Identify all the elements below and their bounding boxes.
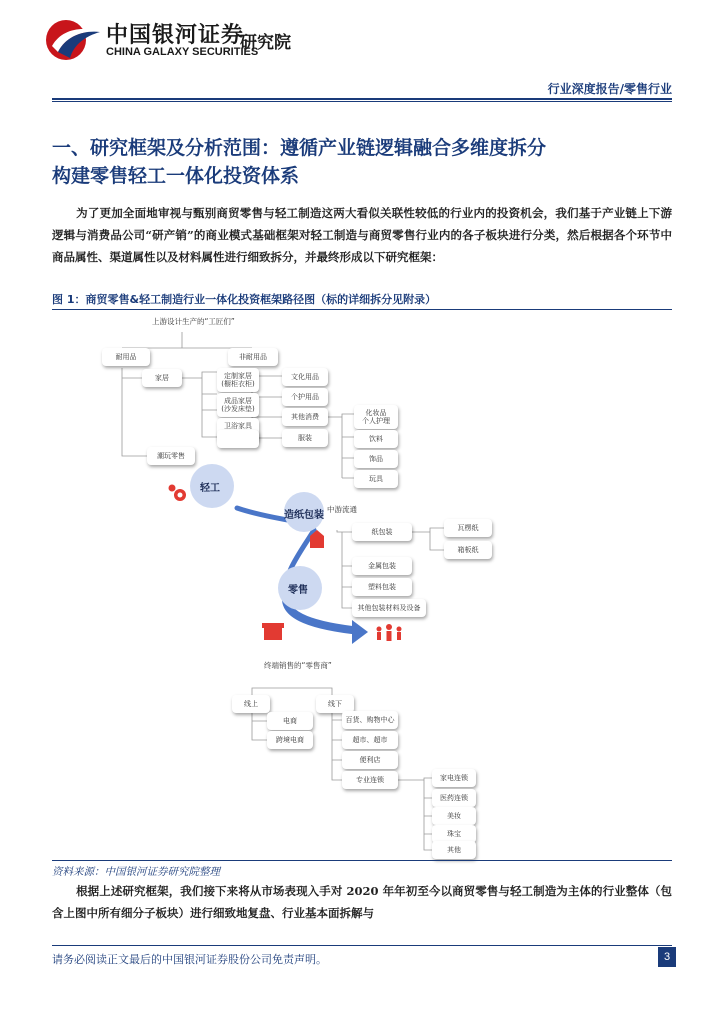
institute-label: 研究院 [240,33,291,53]
node-other-consumer: 其他消费 [282,408,328,426]
node-cardboard: 箱板纸 [444,541,492,559]
node-cultural: 文化用品 [282,368,328,386]
page-number: 3 [658,947,676,967]
figure-source: 资料来源：中国银河证券研究院整理 [52,866,220,878]
framework-diagram [52,310,672,860]
node-toys: 玩具 [354,470,398,488]
logo-text-cn: 中国银河证券 [106,23,245,48]
node-auto: 家电连锁 [432,769,476,787]
node-mall: 百货、购物中心 [342,711,398,729]
node-online: 线上 [232,695,270,713]
node-ecommerce: 电商 [267,712,313,730]
logo-text-en: CHINA GALAXY SECURITIES [106,46,259,58]
store-icon [262,623,284,640]
node-custom-furniture: 定制家居 (橱柜衣柜) [217,368,259,392]
people-icon [377,624,402,641]
header-divider-thin [52,101,672,102]
node-jewelry: 饰品 [354,450,398,468]
node-dept-store: 潮玩零售 [147,447,195,465]
node-other-home [217,430,259,448]
section-heading: 一、研究框架及分析范围：遵循产业链逻辑融合多维度拆分构建零售轻工一体化投资体系 [52,137,547,187]
node-cosmetics: 化妆品 个人护理 [354,405,398,429]
galaxy-logo-icon [44,18,102,62]
gear-icon [169,485,187,502]
node-durables: 耐用品 [102,348,150,366]
intro-text: 为了更加全面地审视与甄别商贸零售与轻工制造这两大看似关联性较低的行业内的投资机会，我们基于产业链上下游逻辑与消费品公司“研产销”的商业模式基础框架对轻工制造与商贸零售行业内的各子板块进行分类，然后根据各个环节中商品属性、渠道属性以及材料属性进行细致拆分，并最终形成以下研究框架： [52,206,672,264]
node-corrugated: 瓦楞纸 [444,519,492,537]
node-home: 家居 [142,369,182,387]
node-cross-border: 跨境电商 [267,731,313,749]
intro-paragraph [52,202,672,268]
node-other-pkg: 其他包装材料及设备 [352,599,426,617]
downstream-title: 终端销售的“零售商” [264,661,332,670]
node-jewelry-chain: 珠宝 [432,825,476,843]
node-convenience: 便利店 [342,751,398,769]
node-offline: 线下 [316,695,354,713]
node-supermarket: 超市、超市 [342,731,398,749]
node-personal-care: 个护用品 [282,388,328,406]
figure-title: 图 1：商贸零售&轻工制造行业一体化投资框架路径图（标的详细拆分见附录） [52,293,437,306]
footer-divider [52,945,672,946]
upstream-title: 上游设计生产的“工匠们” [152,317,235,326]
node-clothing: 服装 [282,429,328,447]
node-plastic: 塑料包装 [352,578,412,596]
header-divider [52,98,672,100]
node-sanitary-furniture: 卫浴家具 [217,418,259,442]
followup-paragraph [52,880,672,924]
node-paper: 纸包装 [352,523,412,541]
light-industry-label: 轻工 [200,483,220,494]
node-specialty: 专业连锁 [342,771,398,789]
node-consumables: 非耐用品 [228,348,278,366]
node-other-chain: 其他 [432,841,476,859]
node-drug: 医药连锁 [432,789,476,807]
node-cosmetics-chain: 美妆 [432,807,476,825]
paper-packaging-label: 造纸包装 [284,510,324,521]
retail-label: 零售 [288,585,308,596]
node-metal: 金属包装 [352,557,412,575]
footer-disclaimer: 请务必阅读正文最后的中国银河证券股份公司免责声明。 [52,953,327,966]
report-type: 行业深度报告/零售行业 [547,82,672,96]
followup-text: 根据上述研究框架，我们接下来将从市场表现入手对 2020 年年初至今以商贸零售与轻工制造为主体的行业整体（包含上图中所有细分子板块）进行细致地复盘、行业基本面拆解与 [52,884,672,920]
midstream-title: 中游流通 [327,505,357,514]
figure-bottom-rule [52,860,672,861]
node-soft-furniture: 成品家居 (沙发床垫) [217,393,259,417]
node-beverage: 饮料 [354,430,398,448]
